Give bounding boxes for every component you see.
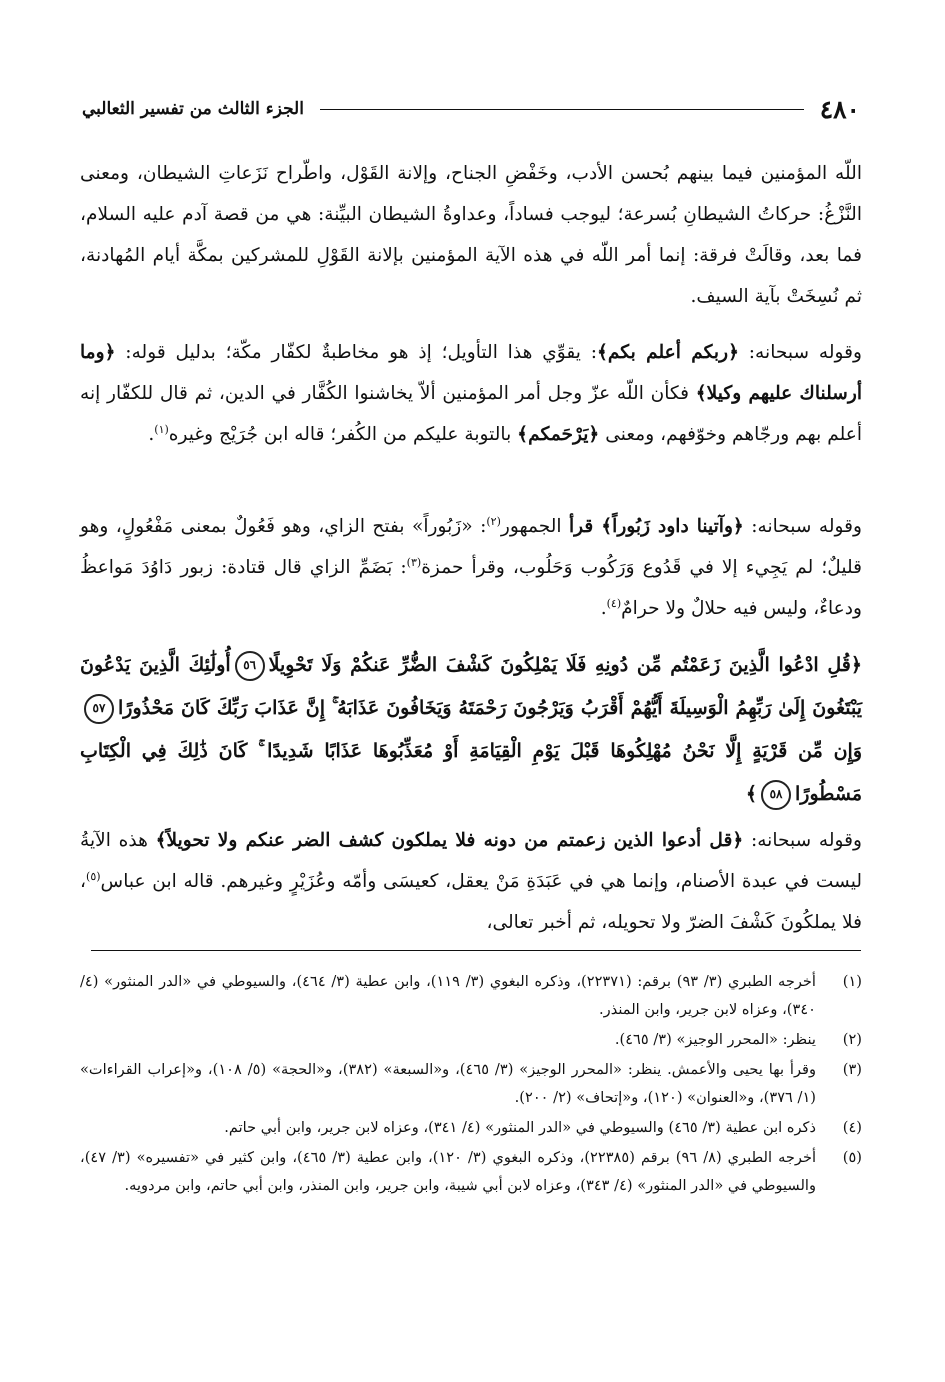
footnote	[80, 1026, 862, 1054]
footnote-number: (٣)	[842, 1061, 862, 1078]
footnotes	[80, 968, 862, 1202]
p2-lead: وقوله سبحانه:	[738, 342, 862, 363]
p3-lead: وقوله سبحانه:	[743, 516, 862, 537]
verse-end: ﴾	[745, 783, 758, 805]
paragraph-1	[80, 153, 862, 317]
quran-verses-block	[80, 644, 862, 816]
p2-text: : يقوِّي هذا التأويل؛ إذ هو مخاطبةٌ لكفّار مكّة؛ بدليل قوله:	[115, 342, 598, 363]
footnote-number: (١)	[842, 973, 862, 990]
footnote-separator	[91, 950, 861, 951]
page-number: ٤٨٠	[819, 94, 860, 124]
footnote-text: أخرجه الطبري (٣/ ٩٣) برقم: (٢٢٣٧١)، وذكره البغوي (٣/ ١١٩)، وابن عطية (٣/ ٤٦٤)، والسيوطي في «الدر المنثور» (٤/ ٣٤٠)، وعزاه لابن جرير، وابن المنذر.	[80, 973, 816, 1018]
footnote-number: (٢)	[842, 1031, 862, 1048]
p2-text: فكأن اللّه عزّ وجل أمر المؤمنين ألاّ يخاشنوا الكُفَّار في الدين، ثم قال للكفّار إنه أعلم بهم ورجّاهم وخوّفهم، ومعنى	[80, 383, 862, 445]
footnote-number: (٤)	[842, 1119, 862, 1136]
verse-text: وَإِن مِّن قَرْيَةٍ إِلَّا نَحْنُ مُهْلِكُوهَا قَبْلَ يَوْمِ الْقِيَامَةِ أَوْ مُعَذِّبُوهَا عَذَابًا شَدِيدًا ۚ كَانَ ذَٰلِكَ فِي الْكِتَابِ مَسْطُورًا	[80, 740, 862, 805]
footnote	[80, 1056, 862, 1112]
ayah-number-marker: ٥٧	[84, 694, 114, 724]
footnote-text: ينظر: «المحرر الوجيز» (٣/ ٤٦٥).	[614, 1031, 816, 1048]
footnote-text: أخرجه الطبري (٨/ ٩٦) برقم (٢٢٣٨٥)، وذكره البغوي (٣/ ١٢٠)، وابن عطية (٣/ ٤٦٥)، وابن كثير في «تفسيره» (٣/ ٤٧)، والسيوطي في «الدر المنثور» (٤/ ٣٤٣)، وعزاه لابن أبي شيبة، وابن جرير، وابن المنذر، وابن أبي حاتم، وابن مردويه.	[80, 1149, 817, 1194]
footnote-ref: (٤)	[606, 596, 622, 610]
p2-end: .	[148, 424, 155, 445]
p3-qara: قرأ	[569, 516, 602, 537]
footnote-ref: (١)	[154, 422, 169, 436]
verse-text: أُولَٰئِكَ الَّذِينَ يَدْعُونَ يَبْتَغُونَ إِلَىٰ رَبِّهِمُ الْوَسِيلَةَ أَيُّهُمْ أَقْرَبُ وَيَرْجُونَ رَحْمَتَهُ وَيَخَافُونَ عَذَابَهُ ۚ إِنَّ عَذَابَ رَبِّكَ كَانَ مَحْذُورًا	[80, 654, 862, 719]
paragraph-2	[80, 332, 862, 455]
p5-text: هذه الآيةُ ليست في عبدة الأصنام، وإنما هي في عَبَدَةِ مَنْ يعقل، كعيسَى وأمّه وعُزَيْرٍ وغيرهم. قاله ابن عباس	[80, 830, 862, 892]
quran-quote: ﴿وآتينا داود زَبُوراً﴾	[601, 516, 744, 537]
quran-quote: ﴿وما أرسلناك عليهم وكيلا﴾	[80, 342, 862, 404]
quran-quote: ﴿ربكم أعلم بكم﴾	[597, 342, 739, 363]
footnote	[80, 1114, 862, 1142]
footnote-ref: (٢)	[486, 514, 501, 528]
paragraph-1-text: اللّه المؤمنين فيما بينهم بُحسن الأدب، وخَفْضِ الجناح، وإلانة القَوْل، واطّراح نَزَعاتِ الشيطان، ومعنى النَّزْغُ: حركاتُ الشيطانِ بُسرعة؛ ليوجب فساداً، وعداوةُ الشيطان البيِّنة: هي من قصة آدم عليه السلام، فما بعد، وقالَتْ فرقة: إنما أمر اللّه في هذه الآية المؤمنين بإلانة القَوْلِ للمشركين بمكَّة أيام المُهادنة، ثم نُسِخَتْ بآية السيف.	[80, 163, 862, 307]
page-header	[82, 92, 860, 126]
ayah-number-marker: ٥٦	[235, 651, 265, 681]
p3-text: الجمهور	[500, 516, 569, 537]
footnote-text: وقرأ بها يحيى والأعمش. ينظر: «المحرر الوجيز» (٣/ ٤٦٥)، و«السبعة» (٣٨٢)، و«الحجة» (٥/ ١٠٨)، و«إعراب القراءات» (١/ ٣٧٦)، و«العنوان» (١٢٠)، و«إتحاف» (٢/ ٢٠٠).	[80, 1061, 817, 1106]
p2-text: بالتوبة عليكم من الكُفر؛ قاله ابن جُرَيْج وغيره	[168, 424, 518, 445]
p3-text: : بَضَمِّ الزاي قال قتادة: زبور دَاوُدَ مَواعظُ ودعاءٌ، وليس فيه حلالٌ ولا حرامٌ	[80, 557, 862, 619]
quran-quote: ﴿يَرْحَمكم﴾	[517, 424, 600, 445]
footnote-ref: (٣)	[406, 555, 422, 569]
footnote-text: ذكره ابن عطية (٣/ ٤٦٥) والسيوطي في «الدر المنثور» (٤/ ٣٤١)، وعزاه لابن جرير، وابن أبي حاتم.	[224, 1119, 816, 1136]
footnote	[80, 1144, 862, 1200]
footnote-ref: (٥)	[86, 869, 101, 883]
header-rule	[320, 109, 804, 110]
p3-text: : «زَبُوراً» بفتح الزاي، وهو فَعُولٌ بمعنى مَفْعُولٍ، وهو قليلٌ؛ لم يَجِيء إلا في قَدُوع وَرَكُوب وَحَلُوب، وقرأ	[80, 516, 863, 578]
p3-text: حمزة	[421, 557, 472, 578]
footnote	[80, 968, 862, 1024]
p3-end: .	[600, 598, 607, 619]
p5-text: ، فلا يملكُونَ كَشْفَ الضرّ ولا تحويله، ثم أخبر تعالى،	[80, 871, 862, 933]
paragraph-3	[80, 506, 862, 629]
running-title: الجزء الثالث من تفسير الثعالبي	[82, 99, 304, 119]
quran-quote: ﴿قل أدعوا الذين زعمتم من دونه فلا يملكون كشف الضر عنكم ولا تحويلاً﴾	[155, 830, 744, 851]
footnote-number: (٥)	[842, 1149, 862, 1166]
paragraph-5	[80, 820, 862, 943]
ayah-number-marker: ٥٨	[761, 780, 791, 810]
p5-lead: وقوله سبحانه:	[743, 830, 862, 851]
verse-text: ﴿قُلِ ادْعُوا الَّذِينَ زَعَمْتُم مِّن دُونِهِ فَلَا يَمْلِكُونَ كَشْفَ الضُّرِّ عَنكُمْ وَلَا تَحْوِيلًا	[268, 654, 862, 676]
